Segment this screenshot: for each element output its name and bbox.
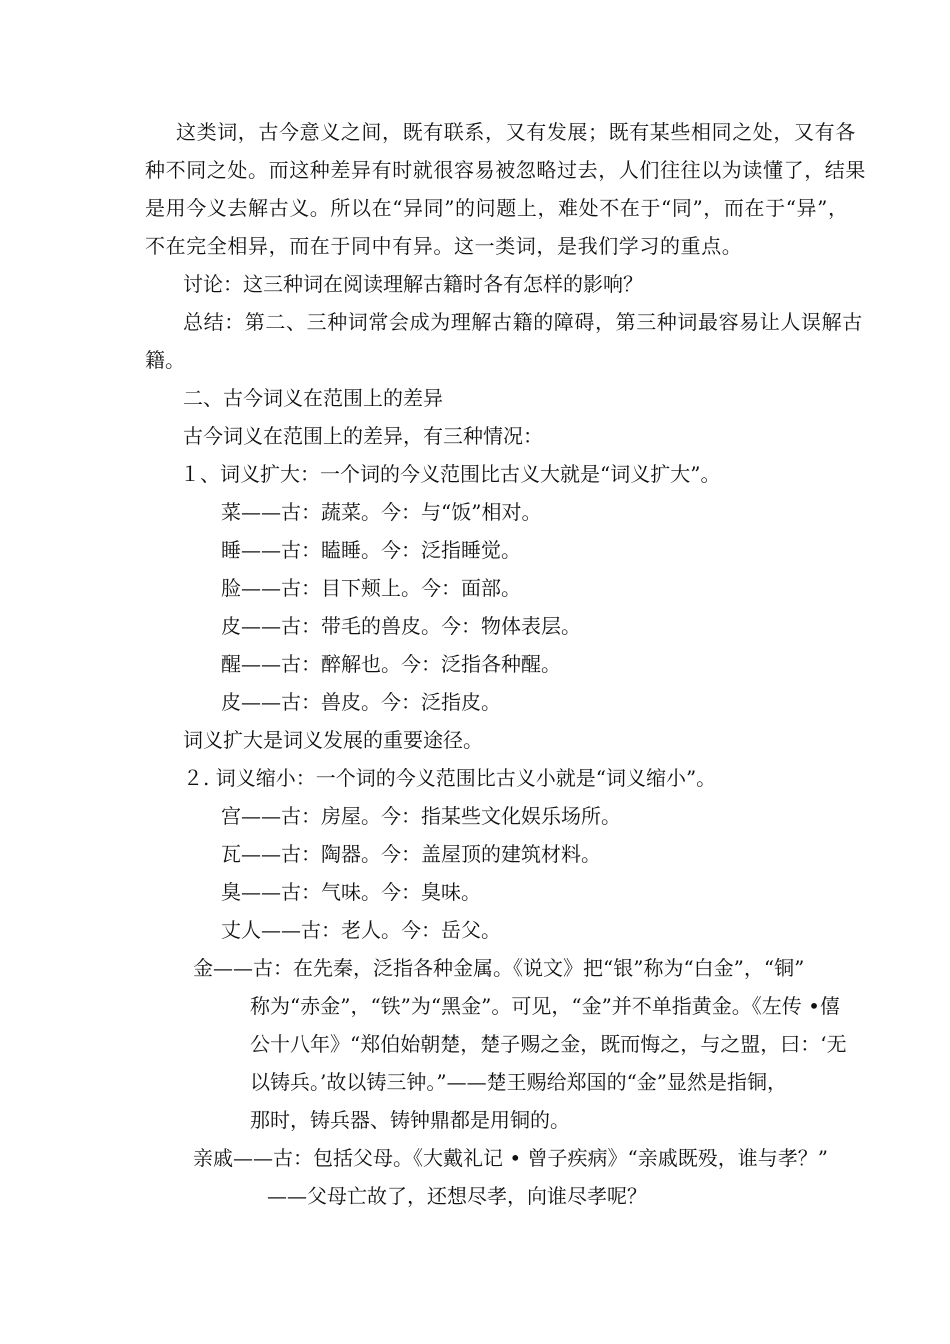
item-2-example: 丈人——古：老人。今：岳父。 — [221, 918, 501, 942]
item-1-example: 睡——古：瞌睡。今：泛指睡觉。 — [221, 538, 521, 562]
summary-line-2: 籍。 — [145, 348, 185, 372]
section-intro: 古今词义在范围上的差异，有三种情况： — [183, 424, 543, 448]
item-1-note: 词义扩大是词义发展的重要途径。 — [183, 728, 483, 752]
paragraph-1-line-3: 是用今义去解古义。所以在“异同”的问题上，难处不在于“同”，而在于“异”， — [145, 196, 849, 220]
jin-line-4: 以铸兵。’故以铸三钟。”——楚王赐给郑国的“金”显然是指铜， — [250, 1070, 788, 1094]
item-1-example: 脸——古：目下颊上。今：面部。 — [221, 576, 521, 600]
item-1-heading: １、词义扩大：一个词的今义范围比古义大就是“词义扩大”。 — [180, 462, 721, 486]
jin-line-2: 称为“赤金”，“铁”为“黑金”。可见，“金”并不单指黄金。《左传 •僖 — [250, 994, 840, 1018]
jin-line-1: 金——古：在先秦，泛指各种金属。《说文》把“银”称为“白金”，“铜” — [193, 956, 805, 980]
item-1-example: 菜——古：蔬菜。今：与“饭”相对。 — [221, 500, 542, 524]
item-1-example: 皮——古：兽皮。今：泛指皮。 — [221, 690, 501, 714]
item-1-example: 醒——古：醉解也。今：泛指各种醒。 — [221, 652, 561, 676]
qinqi-line-1: 亲戚——古：包括父母。《大戴礼记 • 曾子疾病》“亲戚既殁，谁与孝？” — [193, 1146, 828, 1170]
paragraph-1-line-4: 不在完全相异，而在于同中有异。这一类词，是我们学习的重点。 — [145, 234, 743, 258]
discussion-question: 讨论：这三种词在阅读理解古籍时各有怎样的影响？ — [183, 272, 643, 296]
item-2-heading: ２. 词义缩小：一个词的今义范围比古义小就是“词义缩小”。 — [183, 766, 717, 790]
qinqi-line-2: ——父母亡故了，还想尽孝，向谁尽孝呢？ — [267, 1184, 647, 1208]
item-2-example: 宫——古：房屋。今：指某些文化娱乐场所。 — [221, 804, 621, 828]
jin-line-5: 那时，铸兵器、铸钟鼎都是用铜的。 — [250, 1108, 570, 1132]
item-2-example: 臭——古：气味。今：臭味。 — [221, 880, 481, 904]
paragraph-1-line-2: 种不同之处。而这种差异有时就很容易被忽略过去，人们往往以为读懂了，结果 — [145, 158, 866, 182]
section-heading: 二、古今词义在范围上的差异 — [183, 386, 443, 410]
summary-line-1: 总结：第二、三种词常会成为理解古籍的障碍，第三种词最容易让人误解古 — [183, 310, 863, 334]
jin-line-3: 公十八年》“郑伯始朝楚，楚子赐之金，既而悔之，与之盟，曰：‘无 — [250, 1032, 847, 1056]
item-2-example: 瓦——古：陶器。今：盖屋顶的建筑材料。 — [221, 842, 601, 866]
paragraph-1-line-1: 这类词，古今意义之间，既有联系，又有发展；既有某些相同之处，又有各 — [176, 120, 856, 144]
item-1-example: 皮——古：带毛的兽皮。今：物体表层。 — [221, 614, 581, 638]
